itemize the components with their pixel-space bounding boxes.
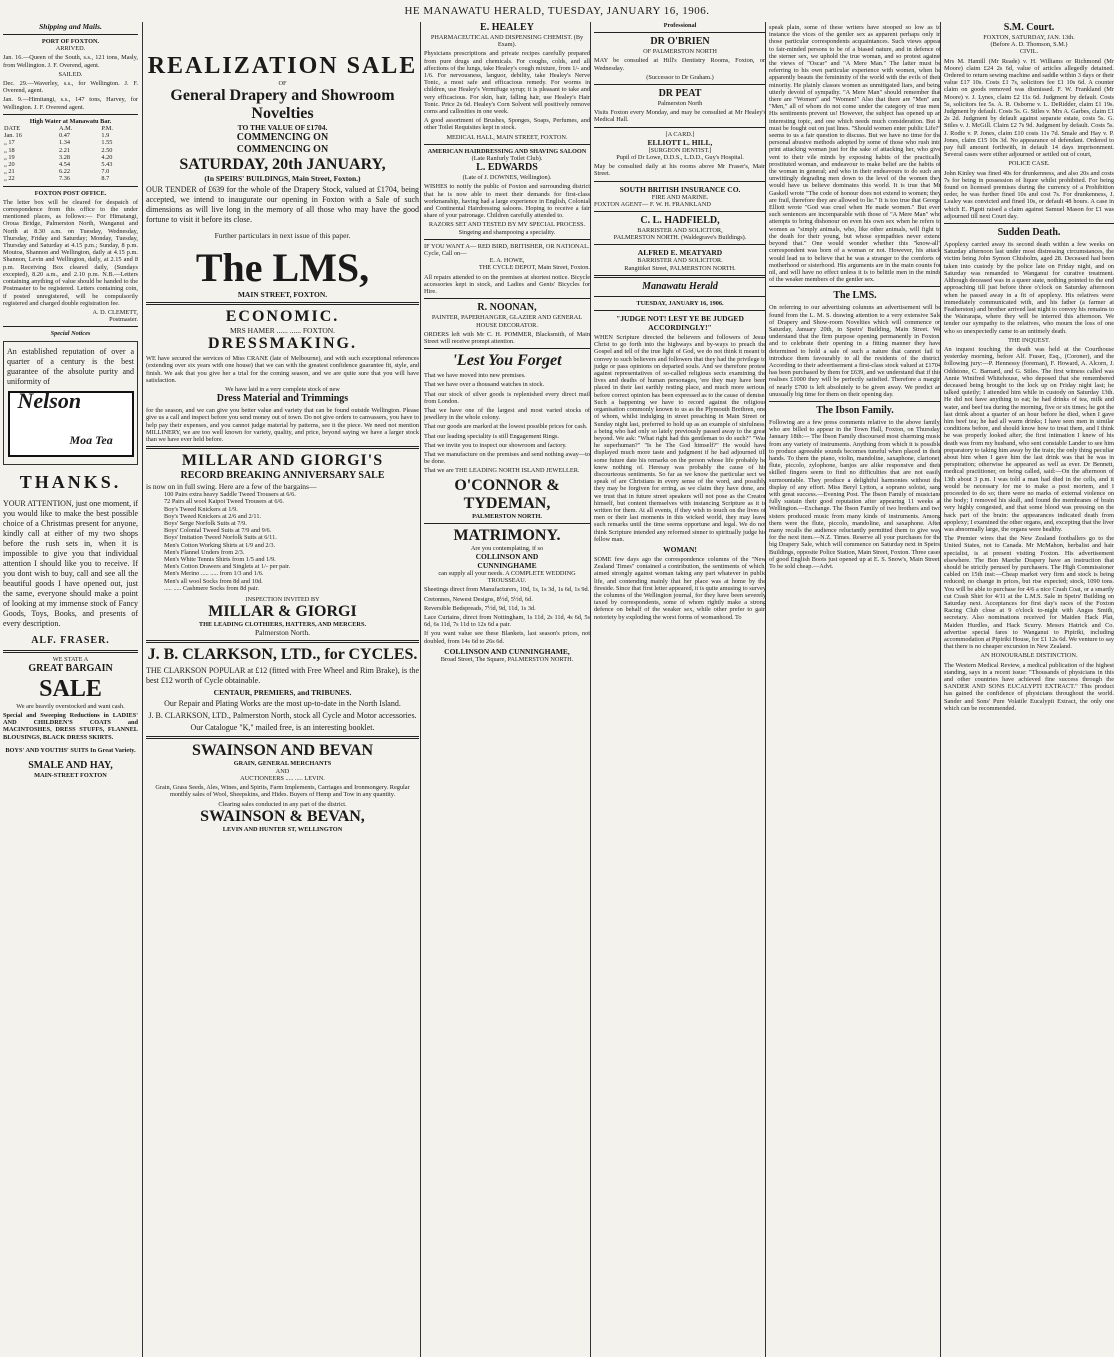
sailed-label: SAILED. bbox=[58, 70, 83, 78]
sbi-name: SOUTH BRITISH INSURANCE CO. bbox=[619, 184, 741, 194]
postmaster-title: Postmaster. bbox=[109, 316, 138, 324]
woman-text: SOME few days ago the correspondence columns of the "New Zealand Times" contained a contribution, the sentiments of which, aimed strongly against woman taking any part whatever in public life, and contending mainly that her place was at home by the fireside. Since that first letter appeared, it is quite amusing to survey the columns of the Wellington journal, for they have been severely taxed by correspondents, some of whom rightly make a strong defence on behalf of the weaker sex, while other prefer to gain notoriety by exploding the worst forms of womanhood. To bbox=[594, 555, 766, 621]
police-text: John Kinley was fined 40s for drunkenness, and also 20s and costs 7s for being in possession of liquor whilst prohibited. For being found on licensed premises during the currency of a Prohibition order, he was further fined 10s and cost 7s. For drunkenness, J. Lealey was convicted and fined 10s, or default 48 hours. A case in which E. Pigott raised a claim against Samuel Mason for £1 was adjourned till next Court day. bbox=[944, 169, 1114, 220]
clarkson-popular: THE CLARKSON POPULAR at £12 (fitted with Free Wheel and Rim Brake), is the best £12 worth of Cycle obtainable. bbox=[146, 666, 419, 686]
tide-cell: „ 22 bbox=[4, 175, 15, 183]
herald-name: Manawatu Herald bbox=[642, 280, 718, 292]
list-item: That we are THE LEADING NORTH ISLAND JEWELLER. bbox=[424, 467, 580, 475]
tide-cell: „ 18 bbox=[4, 146, 15, 154]
and-word: AND bbox=[275, 767, 290, 775]
post-title: FOXTON POST OFFICE. bbox=[34, 189, 107, 197]
police-label: POLICE CASE. bbox=[1008, 160, 1050, 168]
special-title: Special Notices bbox=[50, 330, 91, 338]
smale-name: SMALE AND HAY, bbox=[28, 759, 113, 771]
tide-cell: 1.9 bbox=[101, 132, 110, 140]
collinson-ad-1: COLLINSON AND bbox=[475, 551, 539, 561]
tide-cell: 7.0 bbox=[101, 168, 110, 176]
list-item: Boys' Imitation Tweed Norfolk Suits at 6/11. bbox=[164, 534, 277, 542]
list-item: That we manufacture on the premises and send nothing away—to be done. bbox=[424, 450, 590, 466]
repair-text: Our Repair and Plating Works are the most up-to-date in the North Island. bbox=[164, 699, 401, 709]
ibson-text: Following are a few press comments relative to the above family, who are billed to appear in the Town Hall, Foxton, on Thursday, January 18th:— The Ibson Family discoursed most charming music from any variety of instruments. Anything from which it is possible to produce agreeable sounds becomes tuneful when placed in their hands. To them the piano, violin, mandoline, saxaphone, clarionet, flute, piccolo, zylophone, banjos are alike responsive and their skilled fingers seem to find no difficulties that are not easily surmountable. They produce a delightful harmonies without the display of any effort. Miss Beryl Lytton, a soprano soloist, sang with great success.—Evening Post. The Ibson Family of musicians fully sustain their good reputation after appearing 11 weeks at Wellington.—Exchange. The Ibson Family of two brothers and two sisters produced music from many kinds of instruments. Among them were the flute, piccolo, mandoline, and saxaphone. After many recalls the audience reluctantly permitted them to give way for the next item.—N.Z. Times. Reserve all your purchases for the big Drapery Sale, which will commence on Saturday next in Speirs' Buildings, opposite Police Station, Main Street, Foxton. Three cases of good English Boots just opened up at E. S. Snow's, Main Street. To be sold cheap.—Advt. bbox=[769, 418, 941, 571]
tide-cell: 5.43 bbox=[101, 161, 113, 169]
dress-text: for the season, and we can give you better value and variety that can be found outside Wellington. Please give us a call and inspect before you send money out of town. Do not give orders to canvassers, you have to help pay their expenses, and you cannot judge material by patterns, see it the piece. We need not mention MILLINERY, we are too well known for variety, quality, and price, beyond saying we have a larger stock than we have ever held before. bbox=[146, 407, 419, 444]
list-item: ..... ..... Cashmere Socks from 8d pair. bbox=[164, 584, 259, 592]
tide-cell: „ 20 bbox=[4, 161, 15, 169]
tide-cell: „ 21 bbox=[4, 168, 15, 176]
obrien-addr: OF PALMERSTON NORTH bbox=[643, 48, 717, 56]
column-6 bbox=[940, 22, 1114, 1357]
nelson-text: An established reputation of over a quarter of a century is the best guarantee of the absolute purity and uniformity of bbox=[7, 346, 134, 386]
inspection-line: INSPECTION INVITED BY bbox=[245, 596, 320, 604]
healey-text: Physicians prescriptions and private recipes carefully prepared from pure drugs and chemicals. For coughs, colds, and all affections of the lungs, take Healey's cough mixture, from 1/- and 1/6. For nervousness, languor, debility, take Healey's Nerve Tonic, a most safe and efficacious remedy. For worms in children, use Healey's Vermifuge syrup; it is pleasant to take and very efficacious. For skin, hair, falling hair, use Healey's Hair Tonic. Price 2s 6d. Healey's Corn Solvent will positively remove corns and callosities in one week. bbox=[424, 50, 590, 116]
hill-title: [SURGEON DENTIST.] bbox=[648, 146, 712, 154]
new-stock: We have laid in a very complete stock of new bbox=[225, 386, 340, 394]
boys-line: BOYS' AND YOUTHS' SUITS In Great Variety. bbox=[5, 746, 136, 754]
tide-cell: 2.50 bbox=[101, 146, 113, 154]
cycle-depot: THE CYCLE DEPOT, Main Street, Foxton. bbox=[478, 264, 590, 272]
commencing-2: COMMENCING ON bbox=[236, 144, 329, 156]
hill-name: ELLIOTT L. HILL, bbox=[647, 137, 713, 147]
lms-title: The LMS, bbox=[195, 245, 370, 291]
post-text: The letter box will be cleared for despatch of correspondence from this office to the under mentioned places, as follows:— For Himatangi, Oroua Bridge, Palmerston North, Wanganui and North at 8.30 a.m. on Tuesday, Wednesday, Thursday, Friday and Saturday; Monday, Tuesday, Thursday and Saturday at 4.15 p.m.; Sunday, 8 p.m. Moutoa, Shannon and Wellington, daily at 4.15 p.m. Shannon, Levin and Wellington, daily, at 2.15 and 8 p.m. Receiving Box cleared daily, (Sundays excepted), 8.20 a.m., and 2.10 p.m. N.B.—Letters containing anything of value should be handed to the Postmaster to be registered. Letters containing coin, if posted unregistered, will be compulsorily registered and charged double registration fee. bbox=[3, 198, 138, 307]
sheetings: Sheetings direct from Manufacturers, 10d, 1s, 1s 3d, 1s 6d, 1s 9d. bbox=[424, 586, 590, 594]
matrimony-title: MATRIMONY. bbox=[453, 526, 561, 544]
dressmaking-text: WE have secured the services of Miss CRANE (late of Melbourne), and with such exceptional references (extending over six years with one house) that we can with the greatest confidence guarantee fit, style, and finish. We ask that you give her a trial for the coming season, and we are quite sure that you will have satisfaction. bbox=[146, 355, 419, 384]
fire-marine: FIRE AND MARINE. bbox=[651, 193, 709, 201]
list-item: That our stock of silver goods is replenished every direct mail from London. bbox=[424, 390, 590, 405]
shipping-title: Shipping and Mails. bbox=[39, 22, 102, 31]
swainson-addr: LEVIN AND HUNTER ST, WELLINGTON bbox=[222, 825, 343, 833]
column-3 bbox=[420, 22, 590, 1357]
tide-cell: Jan. 16 bbox=[4, 132, 22, 140]
list-item: Men's White Tennis Shirts from 1/5 and 1/9. bbox=[164, 556, 276, 564]
column-1 bbox=[3, 22, 138, 1357]
postmaster-name: A. D. CLEMETT, bbox=[92, 308, 138, 316]
hamer-line: MRS HAMER ...... ...... FOXTON. bbox=[229, 326, 336, 336]
repairs-text: All repairs attended to on the premises at shortest notice. Bicycle accessories kept in stock, and Ladies and Gents' Bicycles for Hire. bbox=[424, 273, 590, 296]
saturday-line: SATURDAY, 20th JANUARY, bbox=[179, 156, 386, 174]
millar-name: MILLAR & GIORGI bbox=[208, 603, 357, 621]
ibson-title: The Ibson Family. bbox=[816, 404, 894, 416]
masthead-text: HE MANAWATU HERALD, TUESDAY, JANUARY 16, 1906. bbox=[404, 5, 710, 17]
hadfield-name: C. L. HADFIELD, bbox=[640, 215, 720, 227]
inquest-text: An inquest touching the death was held at the Courthouse yesterday morning, before Alf. Fraser, Esq., (Coroner), and the following jury:—P. Hennessy (foreman), F. Howard, A. Alcorn, J. Oddstone, C. Barnard, and G. Stiles. The first witness called was Annie Winifred Whitehouse, who deposed that she remembered deceased being brought to the lock up on Friday night last; he talked quietly; I attended him while in custody on Saturday 13th. He did not have anything to eat; he had drinks of tea, milk and water, and beef tea during the morning, five or six times; he got the last drink about a quarter of an hour before he died, when I gave him beef tea; he had all warm drinks; I have seen men in similar conditions before, and should know how to treat them, and I think he was properly looked after; the first intimation I knew of his death was from my husband, who sent constable Lander to see him preparatory to taking him away by the train; the only thing peculiar about him when I gave him the last drink was that he was in perspiration; otherwise he appeared as well as ever. Dr Bennett, medical practitioner, on being called, said:—On the afternoon of 13th about 3 p.m. I was told a man had died in the cells, and it would be necessary for me to make a post mortem, and I proceeded to do so; there were no marks of external violence on the body; I removed his skull, and found the membranes of brain very highly congested, and that some blood was pressing on the back part of the brain: the appearances indicated death from apoplexy; I examined the other organs, and, excepting that the liver was abnormally large, the organs were healthy. bbox=[944, 345, 1114, 533]
list-item: Men's all wool Socks from 8d and 10d. bbox=[164, 577, 263, 585]
tide-cell: 2.21 bbox=[59, 146, 71, 154]
noonan-orders: ORDERS left with Mr C. H. POMMER, Blacksmith, of Main Street will receive prompt attention. bbox=[424, 330, 590, 345]
arrived-text: Jan. 16.—Queen of the South, s.s., 121 tons, Masly, from Wellington. J. F. Overend, agent. bbox=[3, 54, 138, 69]
meatyard-addr: Rangitikei Street, PALMERSTON NORTH. bbox=[624, 264, 736, 272]
medical-hall: MEDICAL HALL, MAIN STREET, FOXTON. bbox=[446, 133, 568, 141]
lms2-title: The LMS. bbox=[833, 290, 877, 302]
swing-line: is now on in full swing. Here are a few of the bargains— bbox=[146, 482, 317, 492]
professional-title: Professional bbox=[663, 22, 697, 29]
swainson-title: SWAINSON AND BEVAN bbox=[191, 742, 374, 760]
lest-list bbox=[424, 372, 590, 474]
lms-addr: MAIN STREET, FOXTON. bbox=[237, 290, 328, 300]
tide-cell: 7.36 bbox=[59, 175, 71, 183]
peat-name: DR PEAT bbox=[658, 88, 702, 100]
hadfield-title: BARRISTER AND SOLICITOR, bbox=[637, 227, 723, 235]
arrived-label: ARRIVED. bbox=[55, 45, 86, 53]
tender-text: OUR TENDER of £639 for the whole of the Drapery Stock, valued at £1704, being accepted, we intend to inaugurate our opening in Foxton with a Sale of such dimensions as will live long in the memory of all those who may have the good fortune to visit it before its close. bbox=[146, 185, 419, 225]
meatyard-name: ALFRED E. MEATYARD bbox=[637, 248, 723, 258]
cretonnes: Cretonnes, Newest Designs, 8½d, 5½d, 6d. bbox=[424, 595, 533, 603]
swainson-name: SWAINSON & BEVAN, bbox=[200, 807, 365, 825]
smcourt-date: FOXTON, SATURDAY, JAN. 13th. bbox=[983, 34, 1075, 41]
list-item: That our goods are marked at the lowest possible prices for cash. bbox=[424, 423, 588, 431]
tide-cell: 1.55 bbox=[101, 139, 113, 147]
oconnor-2: TYDEMAN, bbox=[463, 494, 551, 512]
nelson-tea-logo bbox=[8, 387, 134, 457]
further-particulars: Further particulars in next issue of this paper. bbox=[214, 231, 351, 241]
list-item: That we invite you to inspect our showroom and factory. bbox=[424, 441, 567, 449]
centaur-line: CENTAUR, PREMIERS, and TRIBUNES. bbox=[213, 688, 352, 698]
dressmaking-title: DRESSMAKING. bbox=[208, 335, 357, 353]
gen-drapery: General Drapery and Showroom Novelties bbox=[170, 87, 395, 123]
ranfurly: (Late Ranfurly Toilet Club). bbox=[471, 155, 543, 163]
dress-material: Dress Material and Trimmings bbox=[216, 393, 349, 405]
auctioneers-line: AUCTIONEERS ..... ..... LEVIN. bbox=[240, 774, 325, 782]
tide-cell: 4.20 bbox=[101, 153, 113, 161]
healey-stock: A good assortment of Brushes, Sponges, Soaps, Perfumes, and other Toilet Requisites kept in stock. bbox=[424, 117, 590, 132]
peat-text: Visits Foxton every Monday, and may be consulted at Mr Healey's Medical Hall. bbox=[594, 109, 766, 124]
list-item: 100 Pairs extra heavy Saddle Tweed Trousers at 6/6. bbox=[164, 491, 296, 499]
tide-cell: 4.54 bbox=[59, 161, 71, 169]
oconnor-1: O'CONNOR & bbox=[454, 476, 560, 494]
fraser-name: ALF. FRASER. bbox=[31, 634, 110, 646]
bargain-list bbox=[146, 491, 419, 592]
editorial-text: WHEN Scripture directed the believers and followers of Jesus Christ to go forth into the highways and by-ways to preach the Gospel and tell of the true light of God, we do not think it meant to convey to such believers and followers that they had the privilege to judge or pass opinions on departed souls. And we therefore protest against representatives of so-called religious sects examining the lives and deaths of human personages, 'ere they may have been placed in their last earthly resting place, and much more serious, before correct opinion has been expressed as to the cause of demise. Such a happening we have to record against the religious organisation commonly known to us as the Plymouth Brethren, one of whom, whilst indulging in street preaching in Main Street on Sunday night last, preferred to hold up as an example of sinfulness, a being who had only so lately previously passed away to the great beyond. We ask: "What right had this gentleman to do such?" "Was he superhuman?" "Is he The God himself?" He would have displayed much more taste and judgment if he had adjourned till some future date his remarks on the person whose life probably he knew nothing of. Heresay was probably the cause of his discourteous sentiments. So far as we know the particular sect we speak of are Christians in every sense of the word, and possibly they may be forgiven for erring, as we claim they have done, and we trust that in future street speakers will not pose as the Creator himself, but content themselves with instancing Scripture as it is written for them. At all events, if they wish to touch on the lives of men or their last moments in this wicked world, they may leave such remarks until the time seems opportune and legal. We do not think Scripture intended any reformed sinner to spiritually judge his fellow man. bbox=[594, 334, 766, 543]
healey-sub: PHARMACEUTICAL AND DISPENSING CHEMIST. (By Exam). bbox=[430, 34, 584, 49]
date-line: TUESDAY, JANUARY 16, 1906. bbox=[636, 299, 724, 307]
nelson-logo-word: Nelson bbox=[17, 387, 82, 413]
lest-title: 'Lest You Forget bbox=[452, 352, 562, 370]
noonan-trade: PAINTER, PAPERHANGER, GLAZIER AND GENERAL HOUSE DECORATOR. bbox=[431, 314, 583, 329]
list-item: Men's Cotton Drawers and Singlets at 1/- per pair. bbox=[164, 563, 291, 571]
list-item: 72 Pairs all wool Kaipoi Tweed Trousers at 6/6. bbox=[164, 498, 284, 506]
millar-title: MILLAR AND GIORGI'S bbox=[181, 452, 384, 470]
column-2 bbox=[142, 22, 419, 1357]
lace-curtains: Lace Curtains, direct from Nottingham, 1s 11d, 2s 11d, 4s 6d, 5s 6d, 6s 11d, 7s 11d to 12s 6d a pair. bbox=[424, 613, 590, 629]
grain-text: Grain, Grass Seeds, Ales, Wines, and Spirits, Farm Implements, Carriages and Ironmongery. Regular monthly sales of Wool, Sheepskins, and Hides. Buyers of Hemp and Tow in any quantity. bbox=[155, 784, 410, 799]
list-item: That we have over a thousand watches in stock. bbox=[424, 381, 545, 389]
masthead bbox=[0, 0, 1114, 22]
record-line: RECORD BREAKING ANNIVERSARY SALE bbox=[180, 470, 385, 482]
tide-cell: 6.22 bbox=[59, 168, 71, 176]
c6-top: The Premier wires that the New Zealand footballers go to the United States, not to Canada. Mr McMahon, herbalist and hair specialist, is at present visiting Foxton. His advertisement elsewhere. The Bon Marche Drapery have an instruction that should be strictly perused by purchasers. The High Commissioner cabled on 15th inst:—Cheap market very firm and stock is being reduced; no change in prices, but rise expected; stock, 1090 tons. You will be able to purchase for 4/6 a nice Crash Coat, or a smartly cut Crash Shirt for 4/11 at the L.M.S. Sale in Speirs' Building on Saturday next. Acceptances for first day's races of the Foxton Racing Club close at 9 o'clock to-night with Angus Smith, secretary. Also nominations received for Maiden Hack Plat, Maiden Hurdles, and Hack Scurry. Messrs Hatrick and Co. advertise special fares to Wanganui to Pipiriki, including accommodation at Pipiriki House, for £1 12s 6d. We venture to say that there is no cheaper excursion in New Zealand. bbox=[944, 535, 1114, 651]
honorable-text: The Western Medical Review, a medical publication of the highest standing, says in a recent issue: "Thousands of physicians in this and other countries have achieved fine success through the SANDER AND SONS EUCALYPTI EXTRACT." This product has gained the confidence of physicians throughout the world. Sander and Sons' Pure Volatile Eucalypti Extract, the only one which can be recommended. bbox=[944, 661, 1114, 712]
port-title: PORT OF FOXTON. bbox=[41, 38, 100, 45]
tide-cell: 0.47 bbox=[59, 132, 71, 140]
howe-name: E. A. HOWE, bbox=[489, 257, 525, 265]
edwards-late: (Late of J. DOWNES, Wellington). bbox=[462, 174, 552, 182]
tide-cell: „ 17 bbox=[4, 139, 15, 147]
obrien-text: MAY be consulted at Hill's Dentistry Rooms, Foxton, on Wednesday. bbox=[594, 57, 766, 72]
healey-name: E. HEALEY bbox=[480, 22, 534, 33]
list-item: Men's Merino ..... ..... from 1/3 and 1/6. bbox=[164, 570, 264, 578]
civil-label: CIVIL. bbox=[1019, 48, 1039, 56]
sudden-title: Sudden Death. bbox=[997, 227, 1061, 239]
list-item: Men's Flannel Unders from 2/3. bbox=[164, 548, 245, 556]
tide-table bbox=[3, 125, 138, 183]
bargain-4: We are heavily overstocked and want cash. bbox=[16, 702, 125, 710]
palmerston-north: Palmerston North. bbox=[255, 628, 310, 638]
tide-header: A.M. bbox=[59, 125, 73, 133]
hill-text: May be consulted daily at his rooms above Mr Fraser's, Main Street. bbox=[594, 163, 766, 178]
oconnor-addr: PALMERSTON NORTH. bbox=[472, 512, 542, 520]
civil-text: Mrs M. Hamill (Mr Reade) v. H. Williams or Richmond (Mr Moore) claim £24 2s 6d, value of articles allegedly detained. Ordered to return sewing machine and saddle within 3 days or their value £17 10s. Costs £1 7s, solicitors fee £1 10s 6d. A counter claim on goods removed was dismissed. F. W. Frankland (Mr Moore) v. J. Lynes, claim £2 11s 6d. Judgment by default. Costs 5s, solicitors fee 5s. A. R. Osborne v. L. DeRidder, claim £1 19s. Judgment by default. Costs 5s. G. Stiles v. Mrs A. Garbes, claim £1 2s 2d. Judgment by default against separate estate, costs 5s. G. Stiles v. J. McGill. Claim £2 7s 9d. Judgment by default. Costs 5s. J. Rodie v. P. Jones, claim £10 costs 11s 7d. Smale and Hay v. P. Jones, claim £15 10s 3d. No appearance of defendant. Ordered to pay full amount forthwith, in default 14 days imprisonment. Several cases were either adjourned or settled out of court, bbox=[944, 57, 1114, 159]
smcourt-title: S.M. Court. bbox=[1003, 22, 1055, 33]
woman-cont: speak plain, some of these writers have stooped so low as to instance the vices of the gentler sex as apparent perhaps only in those particular correspondents acquaintances. Such views appear to fair-minded persons to be of a biased nature, and in defence of the sterner sex, we uphold the true woman, and so protest against the views of "Oscar" and "A Mere Man." The latter must be referring to his own particular experience with women, when he apparently beauts the femininity of the world with the evils of their minority. He plainly classes women as unmitigated liars, and being utterly devoid of sympathy. "A Mere Man" should remember that there are "Women" and "Women!" Also that there are "Men" and "Men," all of whom do not come under the category of true men. His sentiments prevent us! However, the subject has opened up an interesting topic, and one which needs much consideration. But it must be fought out on just lines. "Should women enter public Life?" seems to us a fair question to discuss. But we have no time for the personal abusive methods adopted by some of those who rush into print attacking woman just for the sake of attacking her, who give vent to their vile minds by exposing habits of the practically prostituted woman, and endeavour to make belief are the habits of the woman in general; and who in their endeavours to do such are unwittingly degrading men down to the level of the women they would have us believe dominates this world. It is true that Mr Gaskell wrote "The code of honour does not extend to women; they are frail, therefore they are allowed to lie." It is too true that George Elliott wrote "God was cruel when He made women." But even such sentences are incomparable with those of "A Mere Man" who attempts to bring dishonour on even his own sex when he refers to women as "simply animals, who, like other animals, will fight to the death for their young, but whose sympathies never extend beyond that." One would wonder whether this "know-all" correspondent was born of a woman or not. However, his attack would lead us to believe that he was a stranger to the comforts of motherhood or sisterhood. His arguments are in the main counts for nil, and will have no effect unless it is to belittle men in the minds of the weaker members of the gentler sex. bbox=[769, 24, 941, 284]
list-item: Boys' Serge Norfolk Suits at 7/9. bbox=[164, 520, 247, 528]
sailed-1: Dec. 29.—Waverley, s.s., for Wellington. J. F. Overend, agent. bbox=[3, 80, 138, 95]
nelson-ad bbox=[3, 341, 138, 465]
catalogue-text: Our Catalogue "K," mailed free, is an interesting booklet. bbox=[190, 723, 375, 733]
column-4 bbox=[590, 22, 766, 1357]
collinson-name: COLLINSON AND CUNNINGHAME, bbox=[444, 646, 570, 656]
noonan-name: R. NOONAN, bbox=[477, 302, 537, 314]
list-item: Boy's Tweed Knickers at 2/6 and 2/11. bbox=[164, 512, 262, 520]
tide-header: P.M. bbox=[101, 125, 113, 133]
singeing: Singeing and shampooing a speciality. bbox=[458, 228, 556, 236]
razors: RAZORS SET AND TESTED BY MY SPECIAL PROCESS. bbox=[428, 221, 586, 229]
of-word: OF bbox=[278, 80, 287, 87]
list-item: Men's Cotton Working Shirts at 1/9 and 2/3. bbox=[164, 541, 276, 549]
thanks-text: YOUR ATTENTION, just one moment, if you would like to make the best possible choice of a Christmas present for anyone, kindly call at either of my two shops before the rush sets in, when it is impossible to give you that individual attention I should like you to receive. If you dont wish to buy, call and see all the beautiful goods I have opened out, just the same, everyone should make a point of looking at my immense stock of Fancy Goods, Toys, Books, and presents of every description. bbox=[3, 498, 138, 628]
tide-cell: 8.7 bbox=[101, 175, 110, 183]
speirs-line: (In SPEIRS' BUILDINGS, Main Street, Foxton.) bbox=[204, 174, 361, 184]
american-hair: AMERICAN HAIRDRESSING AND SHAVING SALOON bbox=[427, 147, 587, 155]
tide-title: High Water at Manawatu Bar. bbox=[29, 117, 112, 125]
grain-line: GRAIN, GENERAL MERCHANTS bbox=[233, 760, 332, 768]
want-line: IF YOU WANT A— RED BIRD, BRITISHER, OR NATIONAL. bbox=[424, 242, 590, 250]
list-item: Boys' Colonial Tweed Suits at 7/9 and 9/6. bbox=[164, 527, 272, 535]
honorable-title: AN HONOURABLE DISTINCTION. bbox=[980, 652, 1078, 660]
blankets: If you want value see these Blankets, last season's prices, not doubled, from 14s 6d to 26s 6d. bbox=[424, 630, 590, 645]
commencing-1: COMMENCING ON bbox=[236, 132, 329, 144]
list-item: Boy's Tweed Knickers at 1/9. bbox=[164, 505, 238, 513]
collinson-addr: Broad Street, The Square, PALMERSTON NORTH. bbox=[440, 655, 574, 663]
list-item: That we have one of the largest and most varied stocks of jewellery in the whole colony. bbox=[424, 406, 590, 422]
hill-pupil: Pupil of Dr Lowe, D.D.S., L.D.D., Guy's Hospital. bbox=[616, 154, 744, 162]
sailed-2: Jan. 9.—Himitangi, s.s., 147 tons, Harvey, for Wellington. J. F. Overend agent. bbox=[3, 96, 138, 111]
edwards-text: WISHES to notify the public of Foxton and surrounding district that he is now able to meet their demands for first-class workmanship, having had a large experience in English, Colonial and Continental Hairdressing saloons. Hoping to receive a fair share of your patronage. Children carefully attended to. bbox=[424, 183, 590, 220]
matrimony-q: Are you contemplating, if so bbox=[470, 544, 544, 552]
inquest-title: THE INQUEST. bbox=[1008, 336, 1050, 344]
list-item: That our leading speciality is still Engagement Rings. bbox=[424, 432, 560, 440]
bargain-2: GREAT BARGAIN bbox=[28, 662, 113, 674]
tide-cell: 1.34 bbox=[59, 139, 71, 147]
collinson-ad-2: CUNNINGHAME bbox=[477, 560, 537, 570]
bargain-5: Special and Sweeping Reductions in LADIES' AND CHILDREN'S COATS and MACINTOSHES, DRESS STUFFS, FLANNEL BLOUSINGS, BLACK DRESS SKIRTS. bbox=[3, 711, 138, 741]
cycle-call: Cycle, Call on— bbox=[424, 250, 467, 258]
obrien-name: DR O'BRIEN bbox=[650, 36, 710, 48]
column-5 bbox=[765, 22, 941, 1357]
tide-cell: 3.28 bbox=[59, 153, 71, 161]
nelson-logo-sub: Moa Tea bbox=[69, 432, 113, 447]
bargain-1: WE STATE A bbox=[52, 655, 89, 663]
realization-title: REALIZATION SALE bbox=[147, 53, 418, 79]
thanks-title: THANKS. bbox=[19, 471, 122, 492]
peat-addr: Palmerston North bbox=[657, 100, 703, 108]
reversible: Reversible Bedspreads, 7½d, 9d, 11d, 1s 3d. bbox=[424, 604, 536, 612]
fire-agent: FOXTON AGENT— F. W. H. FRANKLAND bbox=[594, 200, 711, 208]
tide-header: DATE bbox=[4, 125, 21, 133]
sudden-text: Apoplexy carried away its second death within a few weeks on Saturday afternoon last under most distressing circumstances, the victim being John Symon Chisholm, aged 28. Deceased had been taken into custody by the police late on Friday night, and on Saturday was remanded to Wanganui for curative treatment. Although deceased was in a queer state, nothing pointed to the end approaching till just before three o'clock on Saturday afternoon when he passed away in a fit of apoplexy. His relatives were immediately communicated with, and his father (a farmer at Featherston) and brother arrived last night to convey his remains to the Wairarapa, where they will be interred this afternoon. We tender our sympathy to the relatives, who mourn the loss of one who so unexpectedly came to an untimely death. bbox=[944, 241, 1114, 335]
value-line: TO THE VALUE OF £1704. bbox=[237, 123, 328, 133]
leading-clothiers: THE LEADING CLOTHIERS, HATTERS, AND MERCERS. bbox=[198, 621, 367, 629]
bargain-3: SALE bbox=[39, 675, 102, 702]
woman-title: WOMAN! bbox=[663, 544, 697, 554]
lms2-text: On referring to our advertising columns an advertisement will be found from the L. M. S. drawing attention to a very extensive Sale of Drapery and Show-room Novelties which will commence on Saturday, January 20th, in Speirs' Building, Main Street. We understand that the firm purpose opening permanently in Foxton, and to celebrate their opening in a fitting manner they have determined to hold a sale of such a nature that cannot fail to introduce them favourably to all the residents of the district. According to their advertisement a first-class stock valued at £1704 has been purchased by them for £639, and we understand that if this realises £1000 they will be perfectly satisfied. Therefore a margin of nearly £700 is left absolutely to be given away. We predict an unusually big time for them on their opening day. bbox=[769, 304, 941, 398]
economic-title: ECONOMIC. bbox=[225, 308, 340, 326]
card-label: [A CARD.] bbox=[665, 130, 695, 138]
clarkson-title: J. B. CLARKSON, LTD., for CYCLES. bbox=[147, 646, 418, 664]
list-item: That we have moved into new premises. bbox=[424, 372, 526, 380]
obrien-note: (Successor to Dr Graham.) bbox=[646, 73, 714, 81]
meatyard-title: BARRISTER AND SOLICITOR. bbox=[637, 257, 723, 265]
smale-addr: MAIN-STREET FOXTON bbox=[34, 771, 107, 779]
hadfield-addr: PALMERSTON NORTH. (Waldegrave's Buildings). bbox=[613, 234, 747, 242]
editorial-title: "JUDGE NOT! LEST YE BE JUDGED ACCORDINGLY!" bbox=[616, 314, 744, 333]
collinson-supply: can supply all your needs. A COMPLETE WEDDING TROUSSEAU. bbox=[438, 569, 576, 585]
clarkson-stock: J. B. CLARKSON, LTD., Palmerston North, stock all Cycle and Motor accessories. bbox=[148, 711, 417, 721]
smcourt-before: (Before A. D. Thomson, S.M.) bbox=[990, 41, 1068, 49]
tide-cell: „ 19 bbox=[4, 153, 15, 161]
edwards-name: L. EDWARDS bbox=[476, 162, 538, 174]
clearing-sales: Clearing sales conducted in any part of the district. bbox=[218, 800, 347, 808]
